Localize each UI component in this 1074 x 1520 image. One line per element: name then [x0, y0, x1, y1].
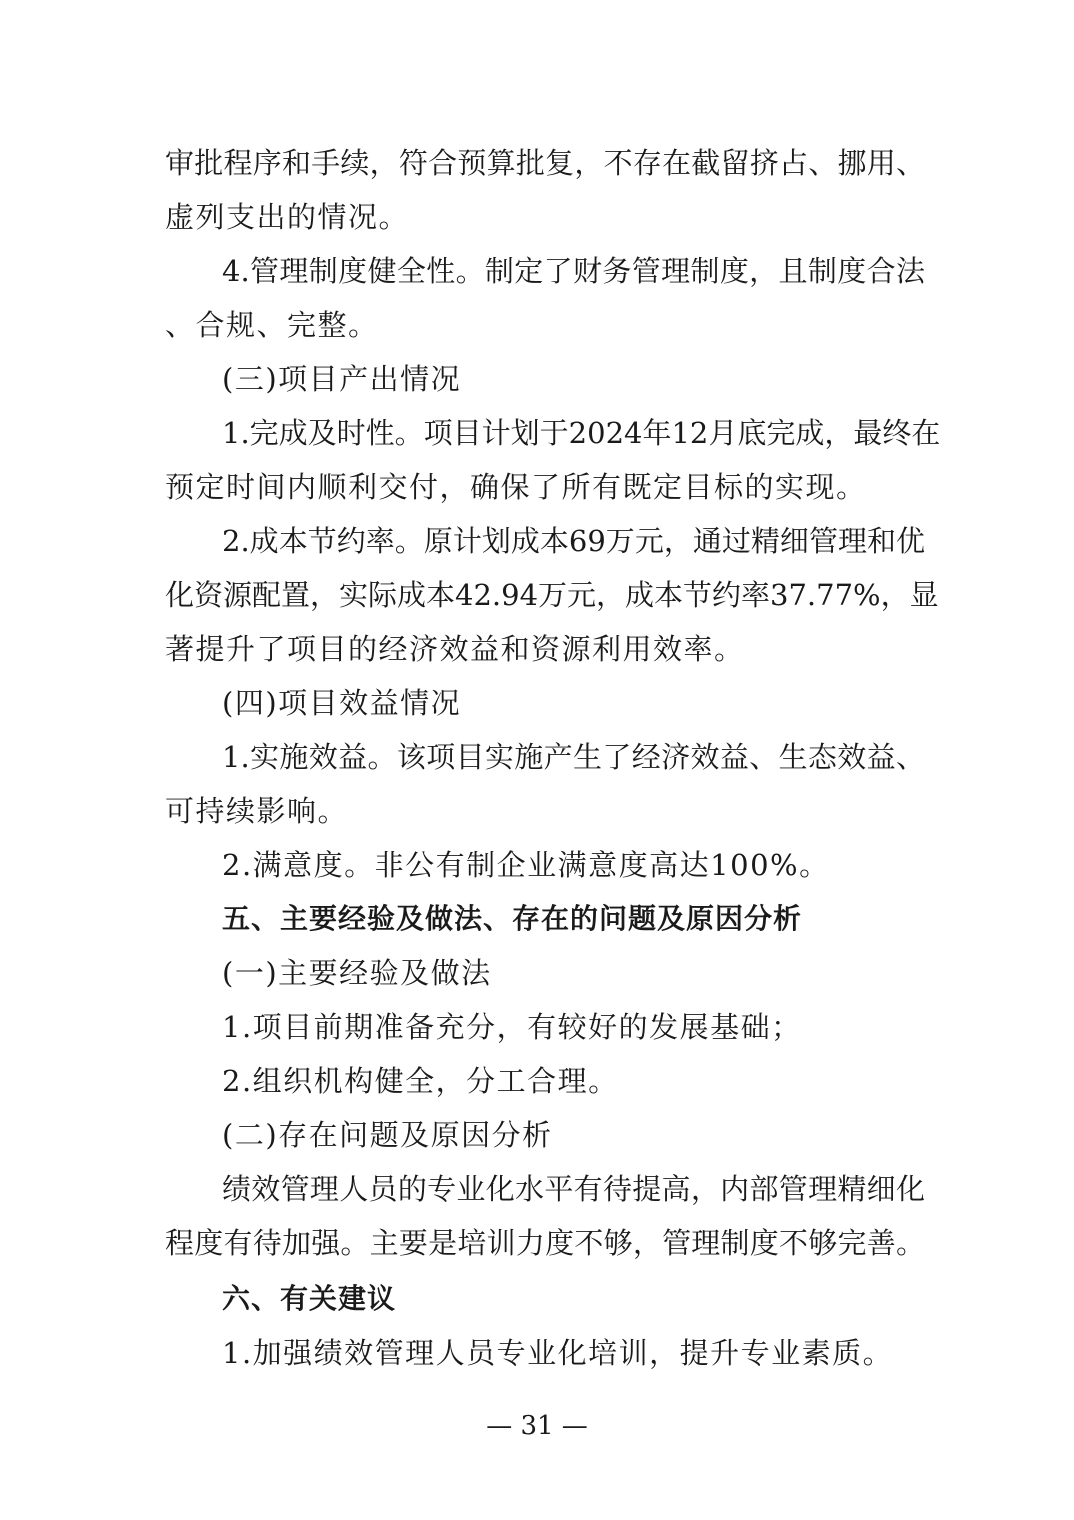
subsection-heading: (一)主要经验及做法	[222, 956, 492, 990]
body-text-line: 程度有待加强。主要是培训力度不够，管理制度不够完善。	[165, 1226, 925, 1260]
body-text-line: 著提升了项目的经济效益和资源利用效率。	[165, 632, 745, 666]
subsection-heading: (三)项目产出情况	[222, 362, 462, 396]
section-heading: 六、有关建议	[222, 1282, 397, 1315]
body-text-line: 虚列支出的情况。	[165, 200, 410, 234]
body-text-line: 化资源配置，实际成本42.94万元，成本节约率37.77%，显	[165, 578, 939, 612]
body-text-line: 1.完成及时性。项目计划于2024年12月底完成，最终在	[222, 416, 941, 450]
body-text-line: 、合规、完整。	[165, 308, 379, 342]
body-text-line: 预定时间内顺利交付，确保了所有既定目标的实现。	[165, 470, 867, 504]
body-text-line: 2.组织机构健全，分工合理。	[222, 1064, 619, 1098]
body-text-line: 2.成本节约率。原计划成本69万元，通过精细管理和优	[222, 524, 925, 558]
body-text-line: 2.满意度。非公有制企业满意度高达100%。	[222, 848, 830, 882]
body-text-line: 4.管理制度健全性。制定了财务管理制度，且制度合法	[222, 254, 925, 288]
body-text-line: 审批程序和手续，符合预算批复，不存在截留挤占、挪用、	[165, 146, 925, 180]
body-text-line: 绩效管理人员的专业化水平有待提高，内部管理精细化	[222, 1172, 925, 1206]
body-text-line: 1.实施效益。该项目实施产生了经济效益、生态效益、	[222, 740, 925, 774]
section-heading: 五、主要经验及做法、存在的问题及原因分析	[222, 902, 803, 935]
subsection-heading: (四)项目效益情况	[222, 686, 462, 720]
page-number: — 31 —	[486, 1411, 588, 1441]
body-text-line: 1.项目前期准备充分，有较好的发展基础；	[222, 1010, 802, 1044]
body-text-line: 可持续影响。	[165, 794, 349, 828]
body-text-line: 1.加强绩效管理人员专业化培训，提升专业素质。	[222, 1336, 894, 1370]
subsection-heading: (二)存在问题及原因分析	[222, 1118, 553, 1152]
